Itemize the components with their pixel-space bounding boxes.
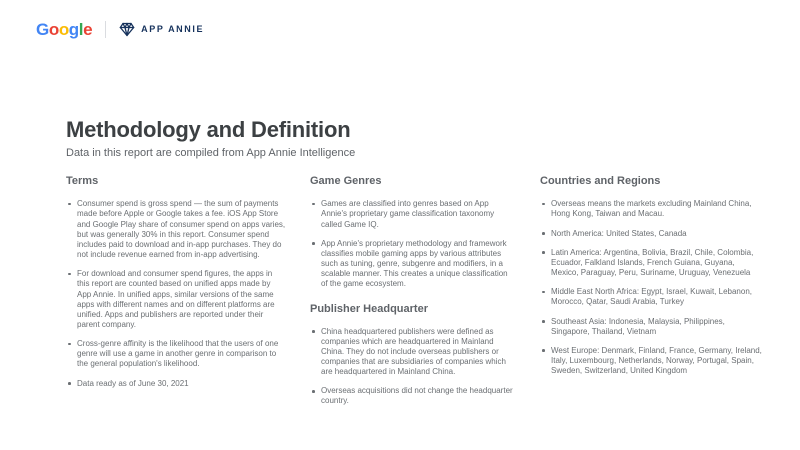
section-heading-countries-regions: Countries and Regions xyxy=(540,175,661,188)
countries-bullet: Overseas means the markets excluding Mainland China, Hong Kong, Taiwan and Macau. xyxy=(540,199,764,219)
column-game-genres xyxy=(310,175,516,415)
countries-bullet-list xyxy=(540,199,764,376)
countries-bullet: North America: United States, Canada xyxy=(540,229,764,239)
google-letter: o xyxy=(58,20,69,39)
columns xyxy=(66,175,766,415)
terms-bullet-list xyxy=(66,199,286,389)
countries-bullet: West Europe: Denmark, Finland, France, Germany, Ireland, Italy, Luxembourg, Netherlands, Norway, Portugal, Spain, Sweden, Switzerland, United Kingdom xyxy=(540,346,764,376)
section-heading-terms: Terms xyxy=(66,175,99,188)
google-letter: o xyxy=(48,20,59,39)
google-logo xyxy=(36,21,92,38)
page-title: Methodology and Definition xyxy=(66,117,351,142)
publisher-headquarter-bullet: Overseas acquisitions did not change the headquarter country. xyxy=(310,386,516,406)
countries-bullet: Southeast Asia: Indonesia, Malaysia, Philippines, Singapore, Thailand, Vietnam xyxy=(540,317,764,337)
countries-bullet: Middle East North Africa: Egypt, Israel, Kuwait, Lebanon, Morocco, Qatar, Saudi Arabia, Turkey xyxy=(540,287,764,307)
google-letter: l xyxy=(78,20,84,39)
game-genres-bullet: Games are classified into genres based on App Annie's proprietary game classification taxonomy called Game IQ. xyxy=(310,199,516,229)
app-annie-logo xyxy=(119,22,204,37)
countries-bullet: Latin America: Argentina, Bolivia, Brazil, Chile, Colombia, Ecuador, Falkland Islands, French Guiana, Guyana, Mexico, Paraguay, Peru, Suriname, Uruguay, Venezuela xyxy=(540,248,764,278)
slide-content xyxy=(66,117,766,416)
app-annie-gem-icon xyxy=(119,22,135,37)
logo-divider xyxy=(105,21,106,38)
game-genres-bullet-list xyxy=(310,199,516,289)
terms-bullet: Consumer spend is gross spend — the sum of payments made before Apple or Google takes a fee. iOS App Store and Google Play share of consumer spend on apps varies, but was generally 30% in this report. Consumer spend includes paid to download and in-app purchases. They do not include revenue earned from in-app advertising. xyxy=(66,199,286,260)
app-annie-wordmark: APP ANNIE xyxy=(141,24,205,34)
google-letter: e xyxy=(83,20,93,39)
google-letter: G xyxy=(36,20,49,39)
game-genres-bullet: App Annie's proprietary methodology and framework classifies mobile gaming apps by various attributes such as tuning, genre, subgenre and modifiers, in a scalable manner. This creates a unique classification of the game ecosystem. xyxy=(310,239,516,290)
terms-bullet: For download and consumer spend figures, the apps in this report are counted based on unified apps made by App Annie. In unified apps, similar versions of the same apps with different names and on different platforms are unified. Apps and publishers are reported under their parent company. xyxy=(66,269,286,330)
terms-bullet: Cross-genre affinity is the likelihood that the users of one genre will use a game in another genre in comparison to the general population's likelihood. xyxy=(66,339,286,369)
google-letter: g xyxy=(68,20,79,39)
terms-bullet: Data ready as of June 30, 2021 xyxy=(66,379,286,389)
page-subtitle: Data in this report are compiled from App Annie Intelligence xyxy=(66,147,356,160)
column-terms xyxy=(66,175,286,415)
brand-bar xyxy=(36,21,204,38)
column-countries-regions xyxy=(540,175,764,415)
section-heading-game-genres: Game Genres xyxy=(310,175,382,188)
section-heading-publisher-headquarter: Publisher Headquarter xyxy=(310,302,428,315)
publisher-headquarter-bullet-list xyxy=(310,327,516,407)
publisher-headquarter-bullet: China headquartered publishers were defined as companies which are headquartered in Mainland China. They do not include overseas publishers or companies that are subsidiaries of companies which are headquartered in Mainland China. xyxy=(310,327,516,378)
